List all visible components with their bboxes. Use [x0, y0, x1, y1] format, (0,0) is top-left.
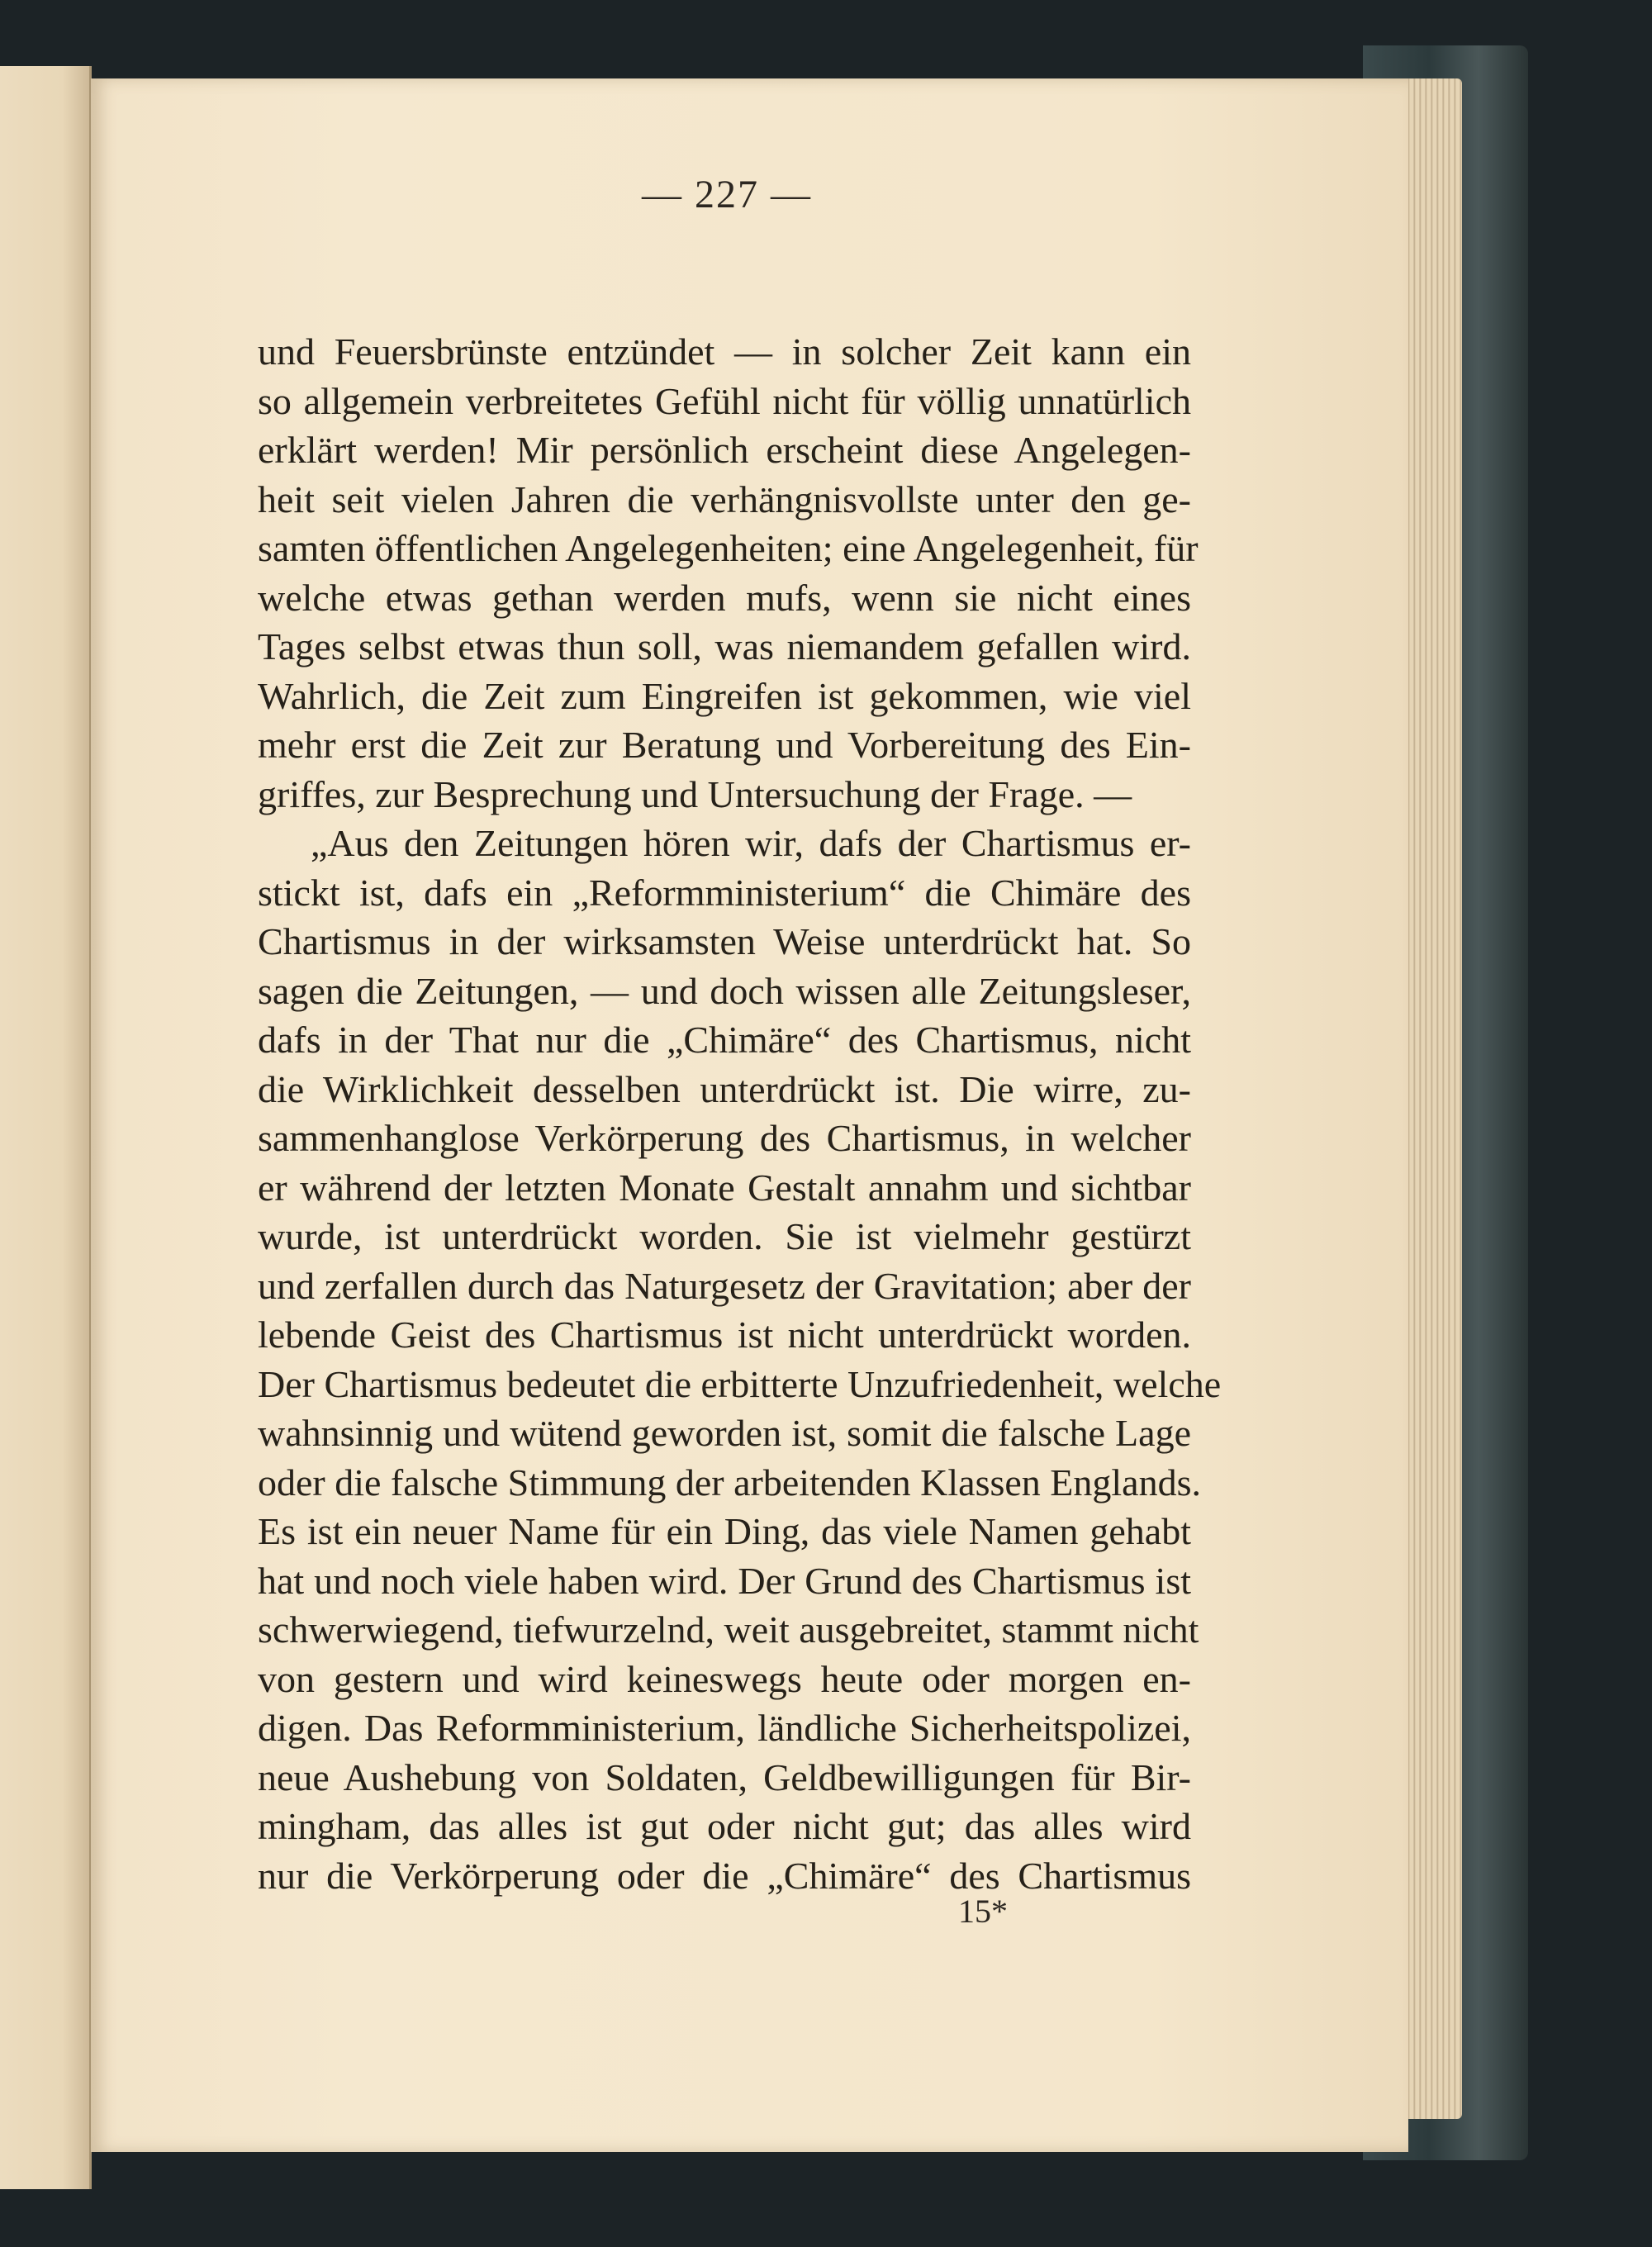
text-line: Es ist ein neuer Name für ein Ding, das viele Namen gehabt	[258, 1510, 1191, 1552]
text-line: griffes, zur Besprechung und Untersuchung der Frage. —	[258, 772, 1132, 815]
text-line: Tages selbst etwas thun soll, was niemandem gefallen wird.	[258, 625, 1191, 667]
text-line: die Wirklichkeit desselben unterdrückt ist. Die wirre, zu-	[258, 1067, 1191, 1110]
text-line: oder die falsche Stimmung der arbeitenden Klassen Englands.	[258, 1461, 1202, 1504]
text-line: Wahrlich, die Zeit zum Eingreifen ist gekommen, wie viel	[258, 674, 1191, 717]
text-line: hat und noch viele haben wird. Der Grund des Chartismus ist	[258, 1559, 1191, 1602]
text-line: und zerfallen durch das Naturgesetz der Gravitation; aber der	[258, 1264, 1191, 1307]
text-line: samten öffentlichen Angelegenheiten; eine Angelegenheit, für	[258, 527, 1199, 569]
text-line: stickt ist, dafs ein „Reformministerium“ die Chimäre des	[258, 871, 1191, 914]
facing-page-edge	[0, 66, 92, 2189]
text-line: mehr erst die Zeit zur Beratung und Vorbereitung des Ein-	[258, 724, 1191, 766]
text-line: und Feuersbrünste entzündet — in solcher Zeit kann ein	[258, 330, 1191, 373]
text-line: Der Chartismus bedeutet die erbitterte Unzufriedenheit, welche	[258, 1362, 1222, 1405]
text-line: mingham, das alles ist gut oder nicht gut; das alles wird	[258, 1805, 1191, 1847]
text-line: neue Aushebung von Soldaten, Geldbewilligungen für Bir-	[258, 1755, 1191, 1798]
text-line: „Aus den Zeitungen hören wir, dafs der Chartismus er-	[311, 822, 1191, 864]
text-line: lebende Geist des Chartismus ist nicht unterdrückt worden.	[258, 1314, 1191, 1356]
body-text	[258, 327, 1222, 1900]
text-line: wahnsinnig und wütend geworden ist, somit die falsche Lage	[258, 1412, 1191, 1454]
text-line: heit seit vielen Jahren die verhängnisvollste unter den ge-	[258, 477, 1191, 520]
text-line: schwerwiegend, tiefwurzelnd, weit ausgebreitet, stammt nicht	[258, 1608, 1199, 1651]
text-line: dafs in der That nur die „Chimäre“ des Chartismus, nicht	[258, 1019, 1191, 1061]
text-line: so allgemein verbreitetes Gefühl nicht für völlig unnatürlich	[258, 379, 1191, 422]
page-stack-edges	[1404, 78, 1462, 2119]
text-line: Chartismus in der wirksamsten Weise unterdrückt hat. So	[258, 920, 1191, 962]
text-line: nur die Verkörperung oder die „Chimäre“ des Chartismus	[258, 1854, 1191, 1897]
text-line: erklärt werden! Mir persönlich erscheint diese Angelegen-	[258, 429, 1191, 471]
text-line: er während der letzten Monate Gestalt annahm und sichtbar	[258, 1166, 1191, 1209]
text-line: digen. Das Reformministerium, ländliche Sicherheitspolizei,	[258, 1707, 1191, 1749]
signature-mark: 15*	[958, 1893, 1008, 1930]
text-line: sammenhanglose Verkörperung des Chartismus, in welcher	[258, 1117, 1191, 1159]
text-line: welche etwas gethan werden mufs, wenn sie nicht eines	[258, 576, 1191, 619]
text-line: wurde, ist unterdrückt worden. Sie ist vielmehr gestürzt	[258, 1215, 1191, 1257]
page-number: — 227 —	[642, 173, 812, 216]
text-line: sagen die Zeitungen, — und doch wissen alle Zeitungsleser,	[258, 969, 1191, 1012]
text-line: von gestern und wird keineswegs heute oder morgen en-	[258, 1657, 1191, 1700]
